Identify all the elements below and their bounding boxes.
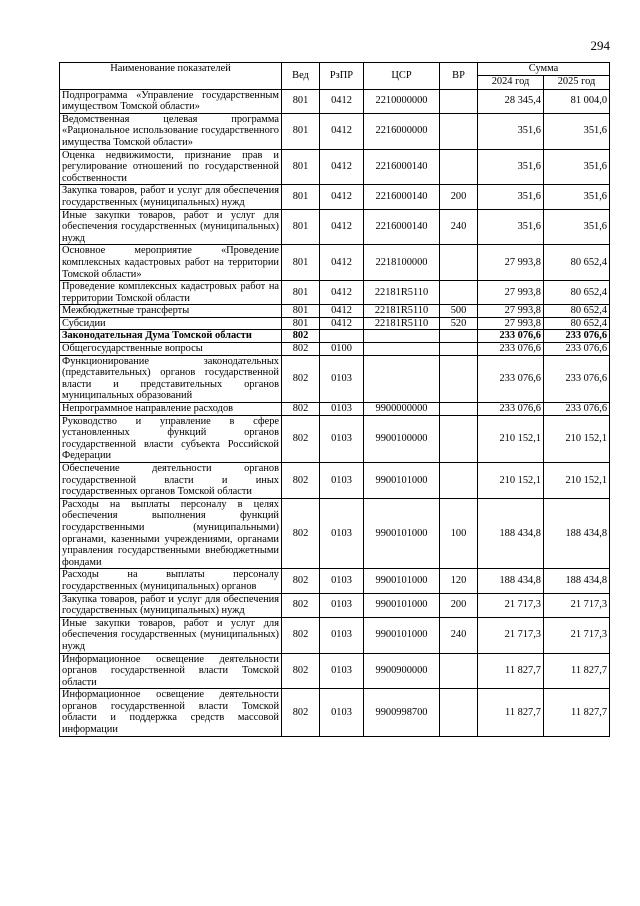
cell-vr: 120 <box>440 569 478 593</box>
cell-sum-2025: 351,6 <box>544 209 610 245</box>
cell-rzpr: 0412 <box>320 209 364 245</box>
cell-vr: 200 <box>440 185 478 209</box>
table-header <box>60 63 610 90</box>
cell-sum-2025: 188 434,8 <box>544 498 610 569</box>
cell-sum-2024: 21 717,3 <box>478 617 544 653</box>
cell-rzpr: 0103 <box>320 653 364 689</box>
cell-name: Непрограммное направление расходов <box>60 403 282 416</box>
cell-csr: 2218100000 <box>364 245 440 281</box>
cell-csr: 9900101000 <box>364 498 440 569</box>
table-row <box>60 209 610 245</box>
cell-rzpr: 0103 <box>320 403 364 416</box>
cell-name: Закупка товаров, работ и услуг для обеспечения государственных (муниципальных) нужд <box>60 593 282 617</box>
cell-sum-2025: 233 076,6 <box>544 355 610 402</box>
cell-ved: 801 <box>282 209 320 245</box>
cell-sum-2024: 11 827,7 <box>478 653 544 689</box>
cell-vr <box>440 149 478 185</box>
cell-vr <box>440 415 478 462</box>
cell-name: Основное мероприятие «Проведение комплексных кадастровых работ на территории Томской области» <box>60 245 282 281</box>
cell-vr: 500 <box>440 305 478 318</box>
cell-vr: 240 <box>440 617 478 653</box>
cell-ved: 801 <box>282 89 320 113</box>
cell-name: Иные закупки товаров, работ и услуг для обеспечения государственных (муниципальных) нужд <box>60 617 282 653</box>
cell-sum-2024: 351,6 <box>478 209 544 245</box>
cell-name: Обеспечение деятельности органов государственной власти и иных государственных органов Томской области <box>60 463 282 499</box>
table-row <box>60 281 610 305</box>
table-row <box>60 593 610 617</box>
cell-name: Функционирование законодательных (представительных) органов государственной власти и представительных органов муниципальных образований <box>60 355 282 402</box>
cell-sum-2024: 21 717,3 <box>478 593 544 617</box>
cell-csr: 9900101000 <box>364 463 440 499</box>
table-row <box>60 245 610 281</box>
cell-ved: 801 <box>282 245 320 281</box>
header-year-2024: 2024 год <box>478 75 544 89</box>
table-body <box>60 89 610 736</box>
cell-ved: 801 <box>282 317 320 330</box>
header-ved: Вед <box>282 63 320 90</box>
cell-sum-2024: 351,6 <box>478 185 544 209</box>
table-row <box>60 343 610 356</box>
cell-csr: 9900101000 <box>364 569 440 593</box>
table-row <box>60 185 610 209</box>
cell-csr: 9900000000 <box>364 403 440 416</box>
cell-sum-2024: 233 076,6 <box>478 330 544 343</box>
cell-rzpr: 0103 <box>320 355 364 402</box>
cell-sum-2024: 210 152,1 <box>478 415 544 462</box>
cell-sum-2025: 80 652,4 <box>544 281 610 305</box>
cell-sum-2024: 27 993,8 <box>478 245 544 281</box>
header-name: Наименование показателей <box>60 63 282 90</box>
table-row <box>60 317 610 330</box>
cell-csr: 9900101000 <box>364 617 440 653</box>
cell-csr: 22181R5110 <box>364 281 440 305</box>
cell-vr <box>440 463 478 499</box>
cell-vr <box>440 113 478 149</box>
cell-name: Межбюджетные трансферты <box>60 305 282 318</box>
cell-sum-2024: 233 076,6 <box>478 355 544 402</box>
cell-sum-2025: 351,6 <box>544 185 610 209</box>
table-row <box>60 415 610 462</box>
cell-name: Оценка недвижимости, признание прав и регулирование отношений по государственной собственности <box>60 149 282 185</box>
cell-ved: 801 <box>282 149 320 185</box>
table-row <box>60 569 610 593</box>
cell-sum-2024: 11 827,7 <box>478 689 544 736</box>
cell-sum-2025: 80 652,4 <box>544 245 610 281</box>
cell-csr <box>364 330 440 343</box>
cell-csr: 9900100000 <box>364 415 440 462</box>
cell-sum-2025: 233 076,6 <box>544 343 610 356</box>
cell-sum-2025: 210 152,1 <box>544 415 610 462</box>
cell-name: Ведомственная целевая программа «Рациональное использование государственного имущества Томской области» <box>60 113 282 149</box>
cell-name: Иные закупки товаров, работ и услуг для обеспечения государственных (муниципальных) нужд <box>60 209 282 245</box>
cell-rzpr: 0412 <box>320 89 364 113</box>
cell-name: Информационное освещение деятельности органов государственной власти Томской области <box>60 653 282 689</box>
cell-name: Расходы на выплаты персоналу государственных (муниципальных) органов <box>60 569 282 593</box>
table-row <box>60 689 610 736</box>
cell-sum-2024: 210 152,1 <box>478 463 544 499</box>
cell-sum-2025: 21 717,3 <box>544 617 610 653</box>
cell-rzpr: 0412 <box>320 185 364 209</box>
cell-name: Проведение комплексных кадастровых работ на территории Томской области <box>60 281 282 305</box>
cell-csr <box>364 343 440 356</box>
cell-csr: 22181R5110 <box>364 317 440 330</box>
cell-rzpr: 0412 <box>320 245 364 281</box>
cell-sum-2024: 27 993,8 <box>478 317 544 330</box>
cell-ved: 802 <box>282 463 320 499</box>
cell-rzpr: 0412 <box>320 281 364 305</box>
cell-vr <box>440 330 478 343</box>
header-vr: ВР <box>440 63 478 90</box>
cell-sum-2024: 351,6 <box>478 113 544 149</box>
cell-vr: 200 <box>440 593 478 617</box>
cell-sum-2024: 188 434,8 <box>478 498 544 569</box>
cell-sum-2024: 233 076,6 <box>478 343 544 356</box>
table-row <box>60 403 610 416</box>
cell-name: Закупка товаров, работ и услуг для обеспечения государственных (муниципальных) нужд <box>60 185 282 209</box>
cell-rzpr: 0100 <box>320 343 364 356</box>
cell-csr: 2216000140 <box>364 185 440 209</box>
cell-name: Информационное освещение деятельности органов государственной власти Томской области и поддержка средств массовой информации <box>60 689 282 736</box>
cell-csr: 2216000140 <box>364 209 440 245</box>
cell-sum-2025: 11 827,7 <box>544 689 610 736</box>
cell-sum-2024: 188 434,8 <box>478 569 544 593</box>
cell-ved: 802 <box>282 593 320 617</box>
cell-sum-2025: 351,6 <box>544 149 610 185</box>
cell-vr <box>440 89 478 113</box>
cell-rzpr: 0103 <box>320 689 364 736</box>
cell-vr <box>440 245 478 281</box>
cell-ved: 802 <box>282 355 320 402</box>
cell-ved: 802 <box>282 653 320 689</box>
cell-csr: 2210000000 <box>364 89 440 113</box>
cell-rzpr: 0103 <box>320 498 364 569</box>
cell-sum-2024: 233 076,6 <box>478 403 544 416</box>
cell-sum-2025: 11 827,7 <box>544 653 610 689</box>
cell-rzpr: 0103 <box>320 463 364 499</box>
cell-sum-2025: 233 076,6 <box>544 330 610 343</box>
cell-sum-2024: 351,6 <box>478 149 544 185</box>
table-row <box>60 113 610 149</box>
cell-ved: 802 <box>282 569 320 593</box>
cell-vr <box>440 689 478 736</box>
table-row <box>60 463 610 499</box>
cell-csr: 9900101000 <box>364 593 440 617</box>
cell-ved: 801 <box>282 113 320 149</box>
cell-sum-2024: 28 345,4 <box>478 89 544 113</box>
cell-vr: 520 <box>440 317 478 330</box>
cell-name: Законодательная Дума Томской области <box>60 330 282 343</box>
cell-sum-2024: 27 993,8 <box>478 281 544 305</box>
table-row <box>60 89 610 113</box>
cell-rzpr: 0412 <box>320 149 364 185</box>
cell-csr: 9900900000 <box>364 653 440 689</box>
cell-name: Субсидии <box>60 317 282 330</box>
cell-name: Руководство и управление в сфере установленных функций органов государственной власти субъекта Российской Федерации <box>60 415 282 462</box>
table-row <box>60 355 610 402</box>
cell-csr: 2216000000 <box>364 113 440 149</box>
cell-name: Подпрограмма «Управление государственным имуществом Томской области» <box>60 89 282 113</box>
cell-vr <box>440 355 478 402</box>
cell-csr: 22181R5110 <box>364 305 440 318</box>
cell-rzpr: 0412 <box>320 317 364 330</box>
cell-rzpr <box>320 330 364 343</box>
cell-sum-2025: 81 004,0 <box>544 89 610 113</box>
page-number: 294 <box>590 38 610 53</box>
table-row <box>60 653 610 689</box>
table-row <box>60 305 610 318</box>
header-sum: Сумма <box>478 63 610 76</box>
cell-ved: 802 <box>282 403 320 416</box>
cell-sum-2025: 233 076,6 <box>544 403 610 416</box>
cell-sum-2025: 21 717,3 <box>544 593 610 617</box>
cell-rzpr: 0103 <box>320 593 364 617</box>
cell-sum-2024: 27 993,8 <box>478 305 544 318</box>
cell-sum-2025: 80 652,4 <box>544 305 610 318</box>
table-row <box>60 149 610 185</box>
cell-csr: 9900998700 <box>364 689 440 736</box>
cell-vr: 240 <box>440 209 478 245</box>
cell-rzpr: 0412 <box>320 305 364 318</box>
header-year-2025: 2025 год <box>544 75 610 89</box>
cell-ved: 802 <box>282 689 320 736</box>
table-row <box>60 498 610 569</box>
cell-sum-2025: 351,6 <box>544 113 610 149</box>
cell-rzpr: 0103 <box>320 617 364 653</box>
table-row <box>60 617 610 653</box>
cell-ved: 802 <box>282 617 320 653</box>
cell-rzpr: 0103 <box>320 415 364 462</box>
cell-rzpr: 0412 <box>320 113 364 149</box>
cell-ved: 801 <box>282 185 320 209</box>
header-rzpr: РзПР <box>320 63 364 90</box>
cell-vr: 100 <box>440 498 478 569</box>
cell-name: Расходы на выплаты персоналу в целях обеспечения выполнения функций государственными (муниципальными) органами, казенными учреждениями, органами управления государственными внебюджетными фондами <box>60 498 282 569</box>
cell-ved: 801 <box>282 281 320 305</box>
cell-sum-2025: 210 152,1 <box>544 463 610 499</box>
budget-table <box>59 62 610 737</box>
cell-ved: 802 <box>282 343 320 356</box>
cell-name: Общегосударственные вопросы <box>60 343 282 356</box>
cell-csr <box>364 355 440 402</box>
cell-ved: 801 <box>282 305 320 318</box>
cell-ved: 802 <box>282 498 320 569</box>
table-row <box>60 330 610 343</box>
cell-rzpr: 0103 <box>320 569 364 593</box>
cell-sum-2025: 80 652,4 <box>544 317 610 330</box>
cell-vr <box>440 403 478 416</box>
cell-vr <box>440 653 478 689</box>
cell-ved: 802 <box>282 330 320 343</box>
cell-vr <box>440 281 478 305</box>
cell-vr <box>440 343 478 356</box>
cell-csr: 2216000140 <box>364 149 440 185</box>
cell-ved: 802 <box>282 415 320 462</box>
header-csr: ЦСР <box>364 63 440 90</box>
cell-sum-2025: 188 434,8 <box>544 569 610 593</box>
